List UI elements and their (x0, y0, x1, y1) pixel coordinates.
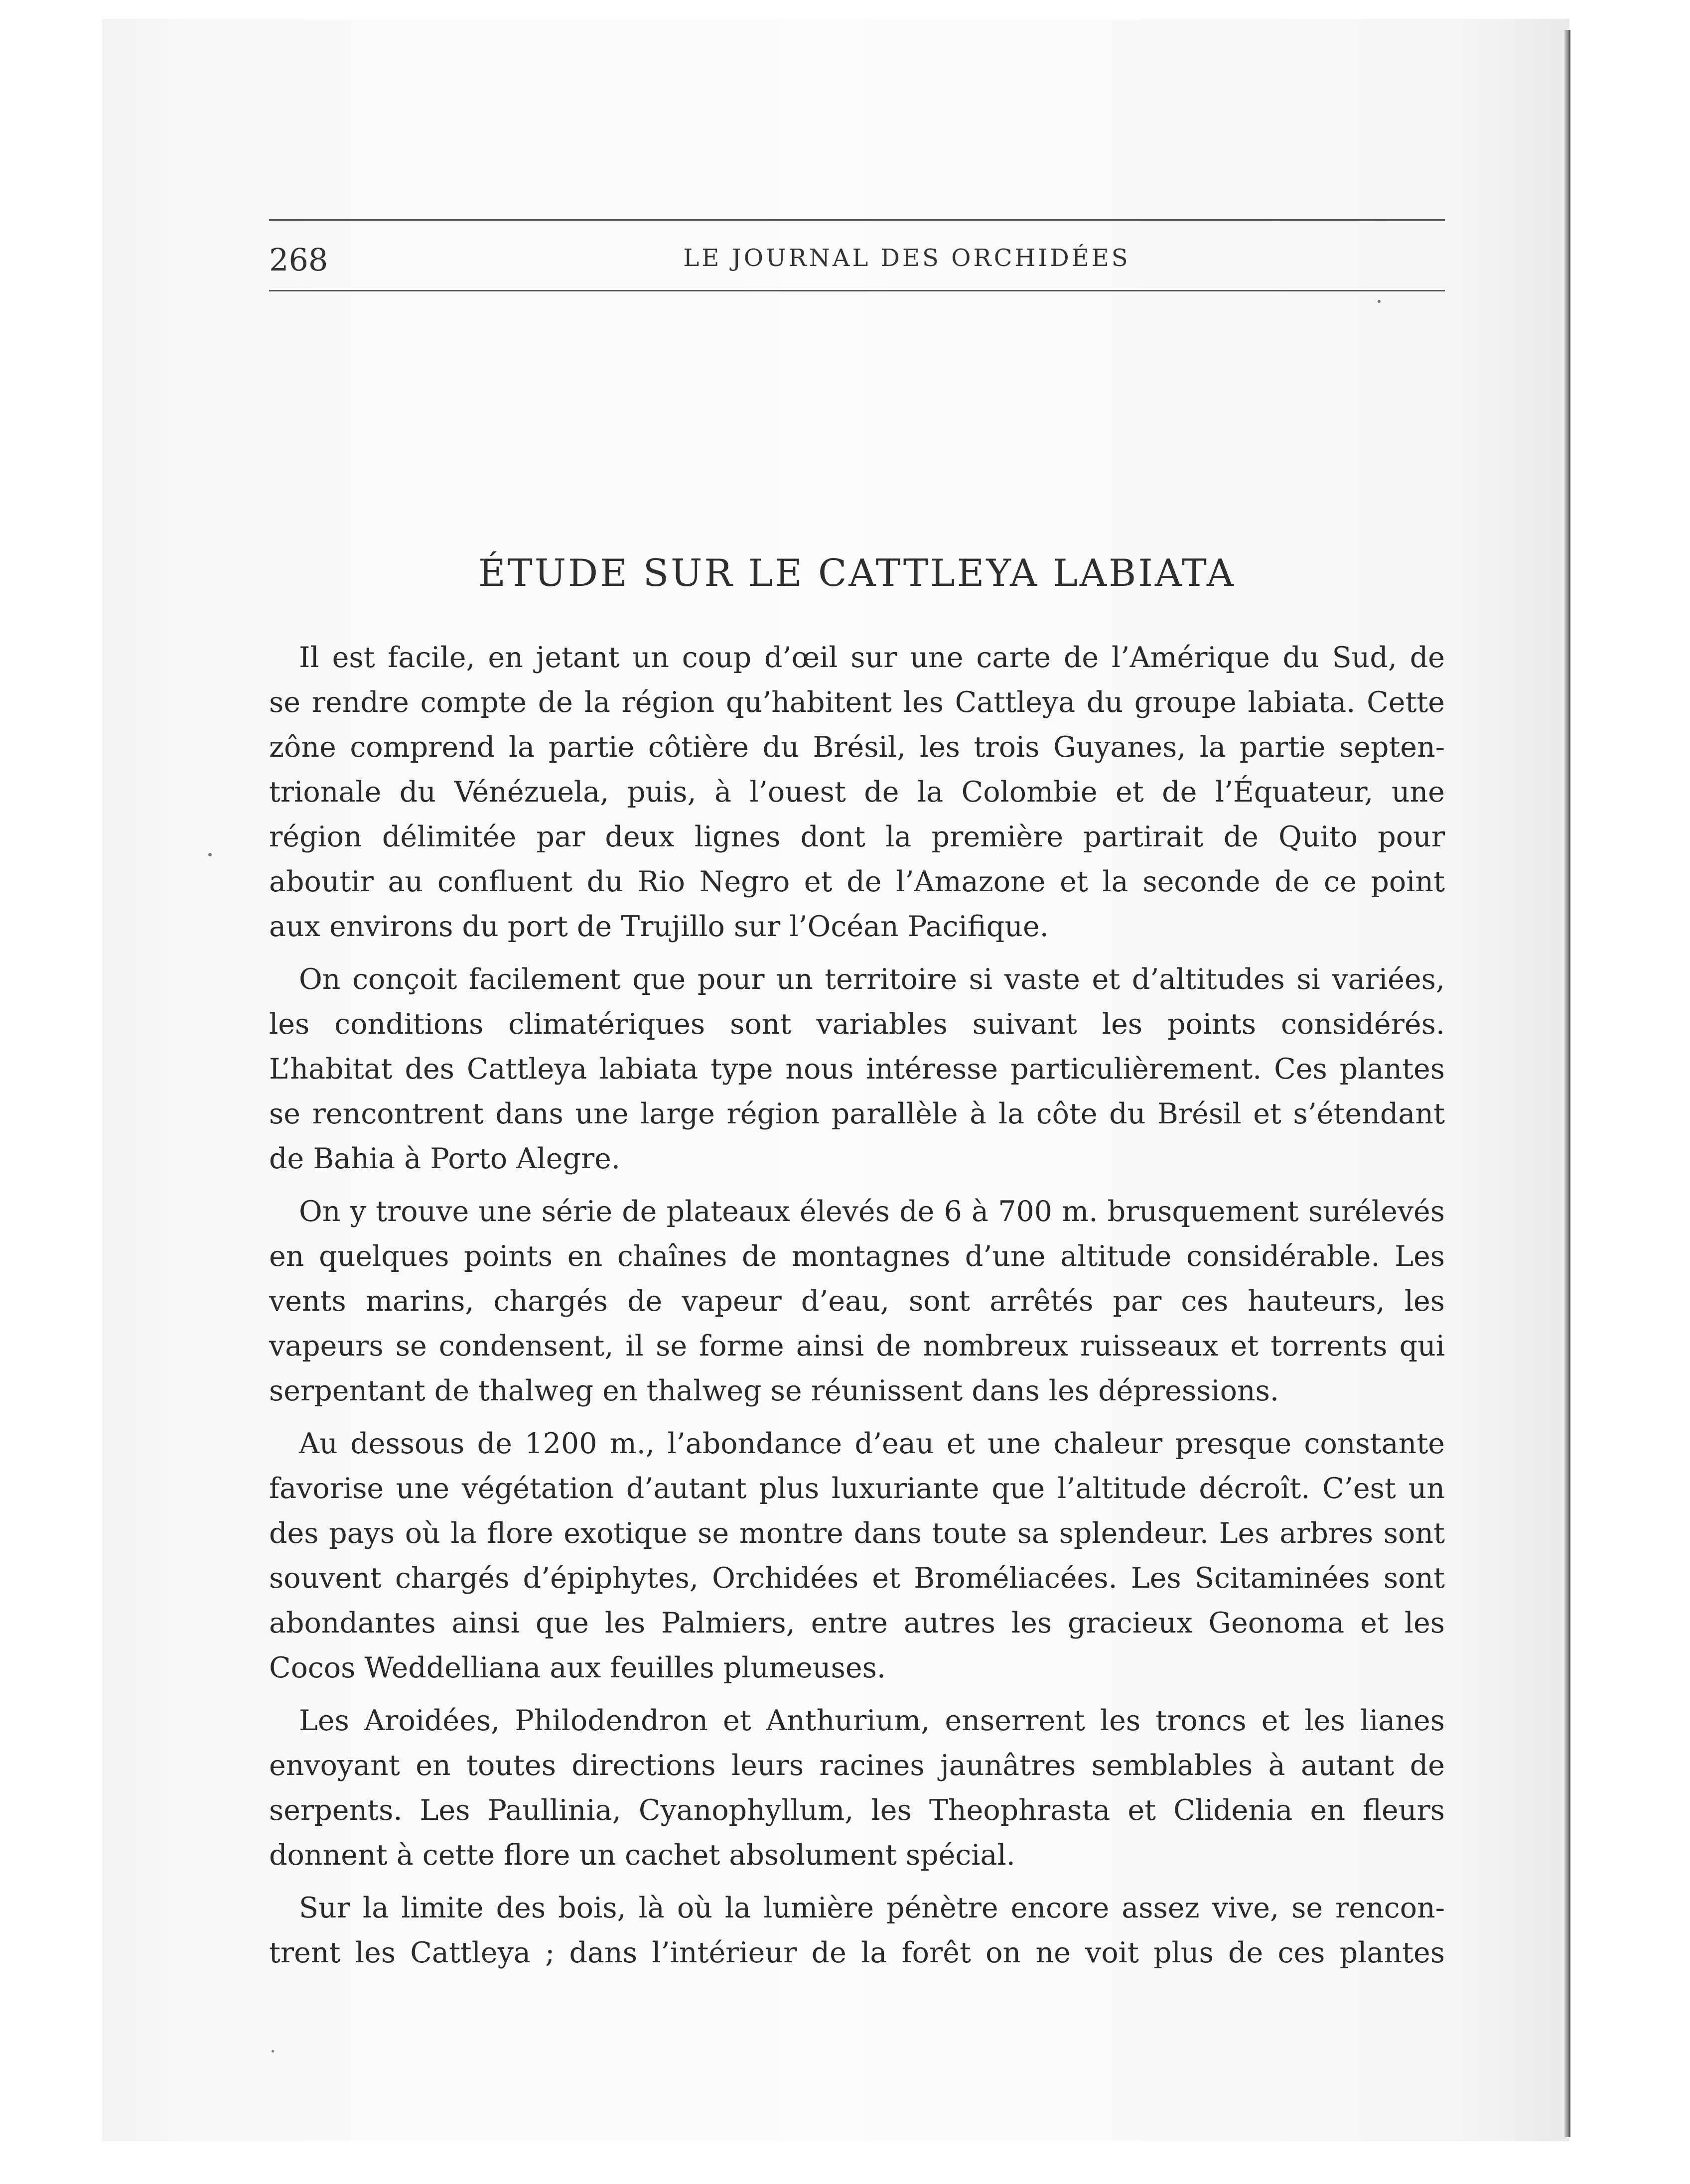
paragraph (269, 1698, 1445, 1878)
scan-speck (272, 2050, 274, 2052)
paragraph (269, 1421, 1445, 1690)
text-line: région délimitée par deux lignes dont la première partirait de Quito pour (269, 820, 1445, 853)
text-line: Cocos Weddelliana aux feuilles plumeuses. (269, 1651, 886, 1684)
page-number: 268 (269, 242, 328, 278)
running-head: LE JOURNAL DES ORCHIDÉES (683, 244, 1130, 272)
text-line: abondantes ainsi que les Palmiers, entre autres les gracieux Geonoma et les (269, 1607, 1445, 1639)
text-line: favorise une végétation d’autant plus luxuriante que l’altitude décroît. C’est un (269, 1472, 1445, 1505)
paragraph (269, 1886, 1445, 1975)
text-line: On conçoit facilement que pour un territoire si vaste et d’altitudes si variées, (299, 963, 1445, 996)
text-line: se rencontrent dans une large région parallèle à la côte du Brésil et s’étendant (269, 1097, 1445, 1130)
text-line: trionale du Vénézuela, puis, à l’ouest de la Colombie et de l’Équateur, une (269, 776, 1445, 809)
article-title: ÉTUDE SUR LE CATTLEYA LABIATA (478, 551, 1236, 595)
article-body (269, 635, 1445, 1975)
text-line: les conditions climatériques sont variables suivant les points considérés. (269, 1008, 1445, 1041)
text-line: souvent chargés d’épiphytes, Orchidées et Broméliacées. Les Scitaminées sont (269, 1562, 1445, 1595)
text-line: aboutir au confluent du Rio Negro et de l’Amazone et la seconde de ce point (269, 865, 1445, 898)
scan-speck (208, 853, 212, 856)
text-line: de Bahia à Porto Alegre. (269, 1142, 621, 1175)
text-line: zône comprend la partie côtière du Brésil, les trois Guyanes, la partie septen- (269, 731, 1445, 764)
text-line: trent les Cattleya ; dans l’intérieur de la forêt on ne voit plus de ces plantes (269, 1936, 1445, 1969)
header-rule-bottom (269, 290, 1445, 291)
text-line: vents marins, chargés de vapeur d’eau, sont arrêtés par ces hauteurs, les (269, 1285, 1445, 1318)
paragraph (269, 957, 1445, 1181)
text-line: L’habitat des Cattleya labiata type nous intéresse particulièrement. Ces plantes (269, 1053, 1445, 1086)
text-line: Au dessous de 1200 m., l’abondance d’eau et une chaleur presque constante (299, 1427, 1445, 1460)
paragraph (269, 635, 1445, 949)
text-line: donnent à cette flore un cachet absolument spécial. (269, 1839, 1015, 1872)
text-line: se rendre compte de la région qu’habitent les Cattleya du groupe labiata. Cette (269, 686, 1445, 719)
paragraph (269, 1189, 1445, 1413)
text-line: serpents. Les Paullinia, Cyanophyllum, les Theophrasta et Clidenia en fleurs (269, 1794, 1445, 1827)
text-line: On y trouve une série de plateaux élevés de 6 à 700 m. brusquement surélevés (299, 1195, 1445, 1228)
text-line: Les Aroidées, Philodendron et Anthurium, enserrent les troncs et les lianes (299, 1704, 1445, 1737)
scan-shadow-edge (1564, 30, 1570, 2137)
text-line: serpentant de thalweg en thalweg se réunissent dans les dépressions. (269, 1374, 1279, 1407)
text-line: des pays où la flore exotique se montre dans toute sa splendeur. Les arbres sont (269, 1517, 1445, 1550)
header-rule-top (269, 219, 1445, 221)
text-line: aux environs du port de Trujillo sur l’Océan Pacifique. (269, 910, 1049, 943)
text-line: Sur la limite des bois, là où la lumière pénètre encore assez vive, se rencon- (299, 1892, 1445, 1924)
scan-speck (1378, 300, 1381, 303)
text-line: Il est facile, en jetant un coup d’œil sur une carte de l’Amérique du Sud, de (299, 641, 1445, 674)
text-line: vapeurs se condensent, il se forme ainsi de nombreux ruisseaux et torrents qui (269, 1330, 1445, 1363)
text-line: en quelques points en chaînes de montagnes d’une altitude considérable. Les (269, 1240, 1445, 1273)
text-line: envoyant en toutes directions leurs racines jaunâtres semblables à autant de (269, 1749, 1445, 1782)
